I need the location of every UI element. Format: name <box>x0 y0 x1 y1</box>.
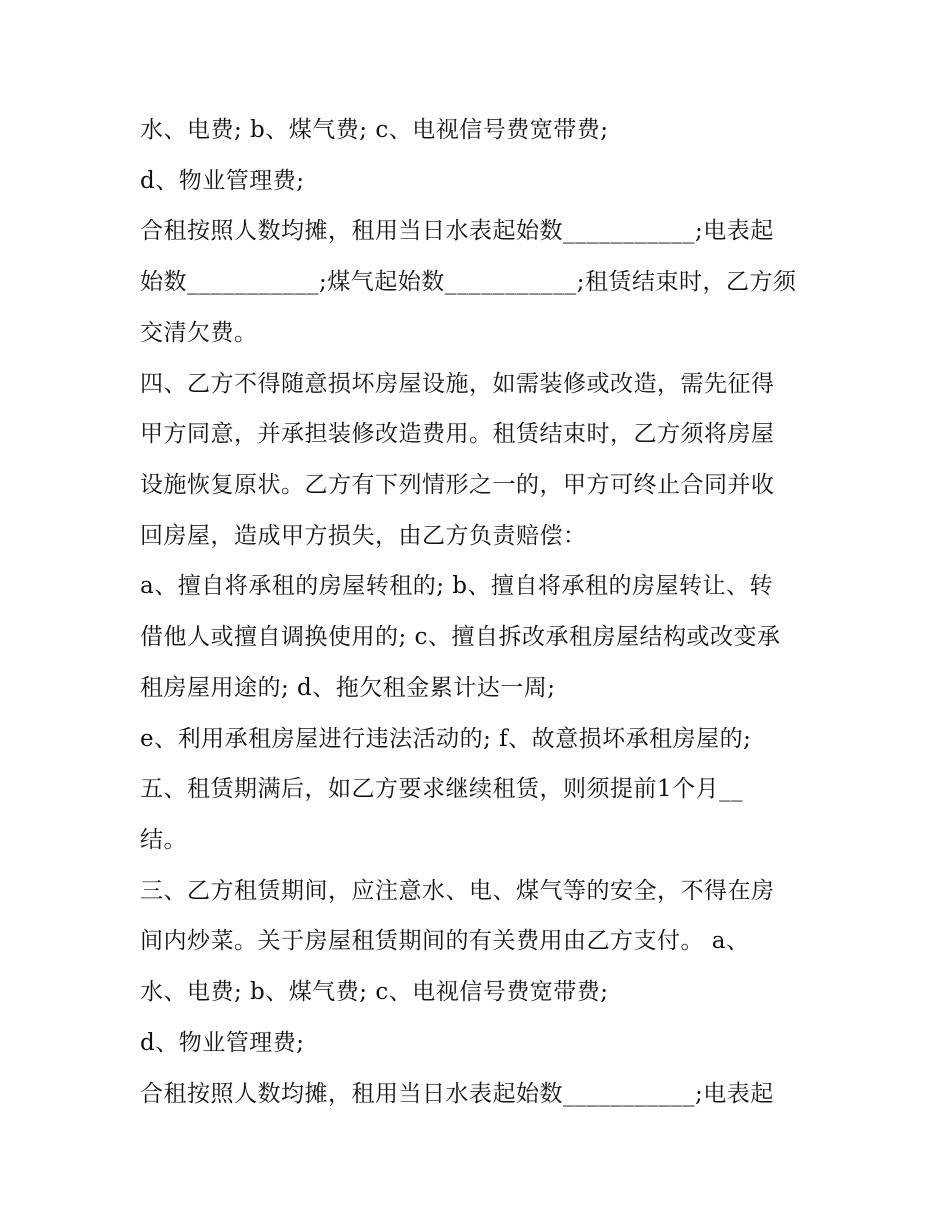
text-line: 间内炒菜。关于房屋租赁期间的有关费用由乙方支付。 a、 <box>140 928 750 954</box>
text-line: 合租按照人数均摊，租用当日水表起始数___________;电表起 <box>140 218 774 244</box>
text-line: 合租按照人数均摊，租用当日水表起始数___________;电表起 <box>140 1081 774 1107</box>
text-line: 回房屋，造成甲方损失，由乙方负责赔偿： <box>140 523 587 549</box>
text-line: a、擅自将承租的房屋转租的; b、擅自将承租的房屋转让、转 <box>140 573 773 599</box>
text-line: 四、乙方不得随意损坏房屋设施，如需装修或改造，需先征得 <box>140 371 775 397</box>
text-line: 甲方同意，并承担装修改造费用。租赁结束时，乙方须将房屋 <box>140 421 775 447</box>
text-line: 交清欠费。 <box>140 320 258 346</box>
text-line: 设施恢复原状。乙方有下列情形之一的，甲方可终止合同并收 <box>140 472 775 498</box>
text-line: 租房屋用途的; d、拖欠租金累计达一周; <box>140 675 556 701</box>
text-line: d、物业管理费; <box>140 1030 305 1056</box>
text-line: 始数___________;煤气起始数___________;租赁结束时，乙方须 <box>140 269 797 295</box>
text-line: 三、乙方租赁期间，应注意水、电、煤气等的安全，不得在房 <box>140 878 775 904</box>
text-line: 结。 <box>140 827 187 853</box>
text-line: 五、租赁期满后，如乙方要求继续租赁，则须提前1个月__ <box>140 776 744 802</box>
text-line: e、利用承租房屋进行违法活动的; f、故意损坏承租房屋的; <box>140 726 752 752</box>
text-line: 水、电费; b、煤气费; c、电视信号费宽带费; <box>140 117 609 143</box>
text-line: d、物业管理费; <box>140 168 305 194</box>
text-line: 借他人或擅自调换使用的; c、擅自拆改承租房屋结构或改变承 <box>140 624 781 650</box>
text-line: 水、电费; b、煤气费; c、电视信号费宽带费; <box>140 979 609 1005</box>
